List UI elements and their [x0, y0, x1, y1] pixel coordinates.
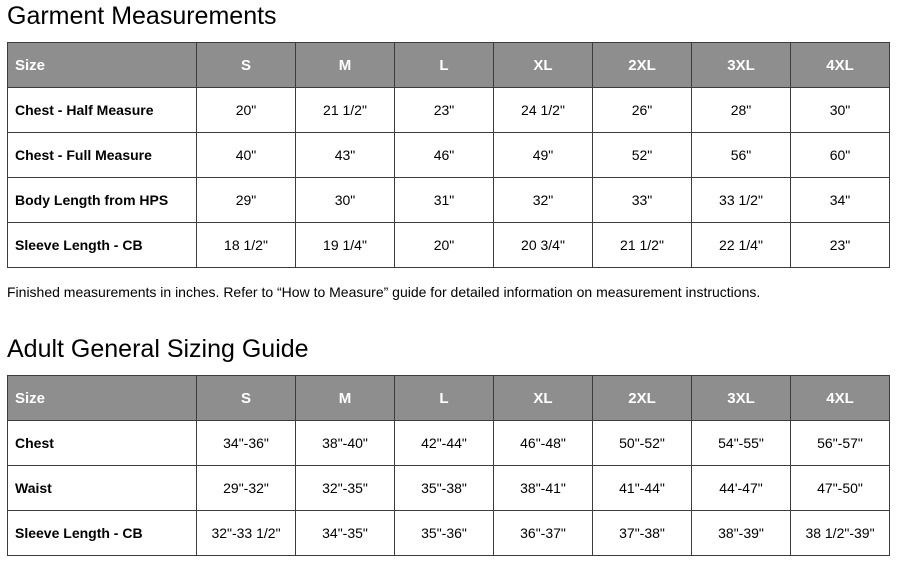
measurement-cell: 36"-37"	[494, 511, 593, 556]
table-header-row	[8, 376, 890, 421]
measurement-cell: 20 3/4"	[494, 223, 593, 268]
row-label: Sleeve Length - CB	[8, 223, 197, 268]
table-row	[8, 223, 890, 268]
table-row	[8, 511, 890, 556]
measurement-cell: 19 1/4"	[296, 223, 395, 268]
measurement-cell: 29"-32"	[197, 466, 296, 511]
measurement-cell: 34"-35"	[296, 511, 395, 556]
size-column-header: XL	[494, 43, 593, 88]
size-column-header: 4XL	[791, 376, 890, 421]
measurement-cell: 33 1/2"	[692, 178, 791, 223]
measurement-cell: 32"	[494, 178, 593, 223]
measurement-cell: 50"-52"	[593, 421, 692, 466]
measurement-cell: 44'-47"	[692, 466, 791, 511]
size-column-header: 3XL	[692, 43, 791, 88]
measurement-cell: 38 1/2"-39"	[791, 511, 890, 556]
measurement-cell: 56"	[692, 133, 791, 178]
measurement-cell: 37"-38"	[593, 511, 692, 556]
measurement-cell: 46"-48"	[494, 421, 593, 466]
size-column-header: M	[296, 376, 395, 421]
measurement-cell: 34"	[791, 178, 890, 223]
measurement-cell: 26"	[593, 88, 692, 133]
measurement-cell: 34"-36"	[197, 421, 296, 466]
garment-measurements-title: Garment Measurements	[7, 2, 277, 30]
measurement-cell: 60"	[791, 133, 890, 178]
measurement-cell: 35"-36"	[395, 511, 494, 556]
size-column-header: S	[197, 376, 296, 421]
row-label: Chest - Half Measure	[8, 88, 197, 133]
measurement-cell: 22 1/4"	[692, 223, 791, 268]
measurement-cell: 41"-44"	[593, 466, 692, 511]
measurement-cell: 20"	[395, 223, 494, 268]
measurement-cell: 54"-55"	[692, 421, 791, 466]
measurement-cell: 38"-41"	[494, 466, 593, 511]
garment-measurements-table	[7, 42, 890, 268]
measurement-cell: 21 1/2"	[296, 88, 395, 133]
size-column-header: 3XL	[692, 376, 791, 421]
size-column-header: XL	[494, 376, 593, 421]
measurement-cell: 18 1/2"	[197, 223, 296, 268]
sizing-guide-title: Adult General Sizing Guide	[7, 335, 309, 363]
row-label: Chest - Full Measure	[8, 133, 197, 178]
size-column-header: S	[197, 43, 296, 88]
measurement-cell: 24 1/2"	[494, 88, 593, 133]
measurement-cell: 32"-33 1/2"	[197, 511, 296, 556]
size-header-label: Size	[8, 43, 197, 88]
table-header-row	[8, 43, 890, 88]
size-column-header: L	[395, 43, 494, 88]
measurement-cell: 43"	[296, 133, 395, 178]
size-header-label: Size	[8, 376, 197, 421]
measurement-cell: 30"	[791, 88, 890, 133]
measurement-cell: 52"	[593, 133, 692, 178]
table-row	[8, 88, 890, 133]
table-row	[8, 133, 890, 178]
measurement-cell: 38"-39"	[692, 511, 791, 556]
measurement-cell: 30"	[296, 178, 395, 223]
measurement-cell: 40"	[197, 133, 296, 178]
size-column-header: 2XL	[593, 376, 692, 421]
measurement-cell: 49"	[494, 133, 593, 178]
measurement-cell: 46"	[395, 133, 494, 178]
table-row	[8, 421, 890, 466]
measurement-cell: 47"-50"	[791, 466, 890, 511]
row-label: Body Length from HPS	[8, 178, 197, 223]
row-label: Chest	[8, 421, 197, 466]
size-column-header: L	[395, 376, 494, 421]
size-column-header: 4XL	[791, 43, 890, 88]
measurement-cell: 32"-35"	[296, 466, 395, 511]
measurement-cell: 28"	[692, 88, 791, 133]
measurement-cell: 35"-38"	[395, 466, 494, 511]
measurement-cell: 29"	[197, 178, 296, 223]
sizing-guide-table	[7, 375, 890, 556]
measurement-cell: 23"	[791, 223, 890, 268]
measurement-cell: 56"-57"	[791, 421, 890, 466]
measurement-note: Finished measurements in inches. Refer to “How to Measure” guide for detailed information on measurement instructions.	[7, 284, 761, 300]
table-row	[8, 466, 890, 511]
measurement-cell: 38"-40"	[296, 421, 395, 466]
row-label: Waist	[8, 466, 197, 511]
measurement-cell: 23"	[395, 88, 494, 133]
size-column-header: M	[296, 43, 395, 88]
size-column-header: 2XL	[593, 43, 692, 88]
row-label: Sleeve Length - CB	[8, 511, 197, 556]
measurement-cell: 20"	[197, 88, 296, 133]
measurement-cell: 21 1/2"	[593, 223, 692, 268]
measurement-cell: 42"-44"	[395, 421, 494, 466]
measurement-cell: 33"	[593, 178, 692, 223]
measurement-cell: 31"	[395, 178, 494, 223]
table-row	[8, 178, 890, 223]
